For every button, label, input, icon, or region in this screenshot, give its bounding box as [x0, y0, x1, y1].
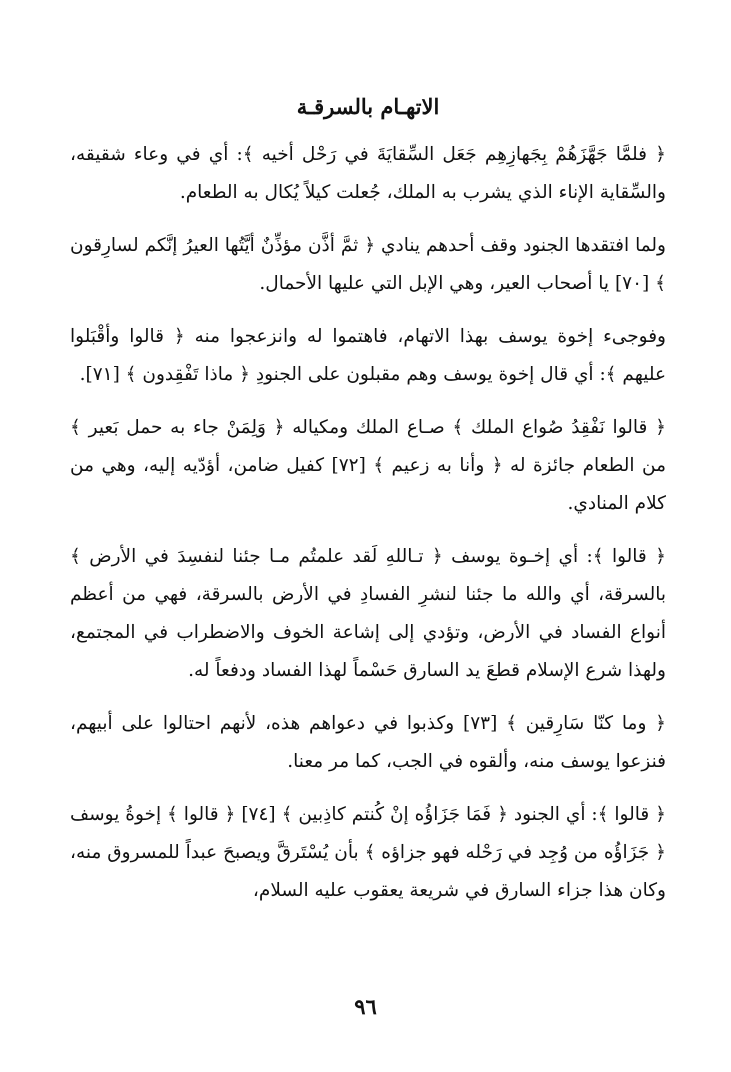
paragraph	[70, 227, 666, 303]
paragraph-text: ﴿ وما كنّا سَارِقين ﴾ [٧٣] وكذبوا في دعواهم هذه، لأنهم احتالوا على أبيهم، فنزعوا يوسف منه، وألقوه في الجب، كما مر معنا.	[70, 713, 667, 772]
paragraph	[70, 409, 666, 523]
paragraph	[70, 796, 666, 910]
paragraph-text: ﴿ قالوا نَفْقِدُ صُواع الملك ﴾ صـاع الملك ومكياله ﴿ وَلِمَنْ جاء به حمل بَعير ﴾ من الطعام جائزة له ﴿ وأنا به زعيم ﴾ [٧٢] كفيل ضامن، أؤدّيه إليه، وهي من كلام المنادي.	[70, 417, 666, 514]
paragraph-text: ﴿ فلمَّا جَهَّزَهُمْ بِجَهازِهِم جَعَل السِّقايَةَ في رَحْل أخيه ﴾: أي في وعاء شقيقه، والسِّقاية الإناء الذي يشرب به الملك، جُعلت كيلاً يُكال به الطعام.	[70, 144, 666, 203]
paragraph	[70, 136, 666, 212]
paragraph-text: ﴿ قالوا ﴾: أي إخـوة يوسف ﴿ تـاللهِ لَقد علمتُم مـا جئنا لنفسِدَ في الأرض ﴾ بالسرقة، أي والله ما جئنا لنشرِ الفسادِ في الأرض بالسرقة، فهي من أعظم أنواع الفساد في الأرض، وتؤدي إلى إشاعة الخوف والاضطراب في المجتمع، ولهذا شرع الإسلام قطعَ يد السارق حَسْماً لهذا الفساد ودفعاً له.	[70, 546, 666, 681]
paragraph-text: ولما افتقدها الجنود وقف أحدهم ينادي ﴿ ثمَّ أذَّن مؤذِّنٌ أيَّتُها العيرُ إنَّكم لسارِقون ﴾ [٧٠] يا أصحاب العير، وهي الإبل التي عليها الأحمال.	[70, 235, 666, 294]
page-title: الاتهـام بالسرقـة	[296, 94, 440, 119]
paragraph	[70, 538, 666, 690]
page-body	[70, 92, 666, 925]
paragraph	[70, 318, 666, 394]
paragraph-text: ﴿ قالوا ﴾: أي الجنود ﴿ فَمَا جَزَاؤُه إنْ كُنتم كاذِبين ﴾ [٧٤] ﴿ قالوا ﴾ إخوةُ يوسف ﴿ جَزَاؤُه من وُجِد في رَحْله فهو جزاؤه ﴾ بأن يُسْتَرقَّ ويصبحَ عبداً للمسروق منه، وكان هذا جزاء السارق في شريعة يعقوب عليه السلام،	[70, 804, 666, 901]
paragraph-text: وفوجىء إخوة يوسف بهذا الاتهام، فاهتموا له وانزعجوا منه ﴿ قالوا وأقْبَلوا عليهم ﴾: أي قال إخوة يوسف وهم مقبلون على الجنودِ ﴿ ماذا تَفْقِدون ﴾ [٧١].	[70, 326, 666, 385]
paragraph	[70, 705, 666, 781]
page-number: ٩٦	[354, 994, 377, 1019]
